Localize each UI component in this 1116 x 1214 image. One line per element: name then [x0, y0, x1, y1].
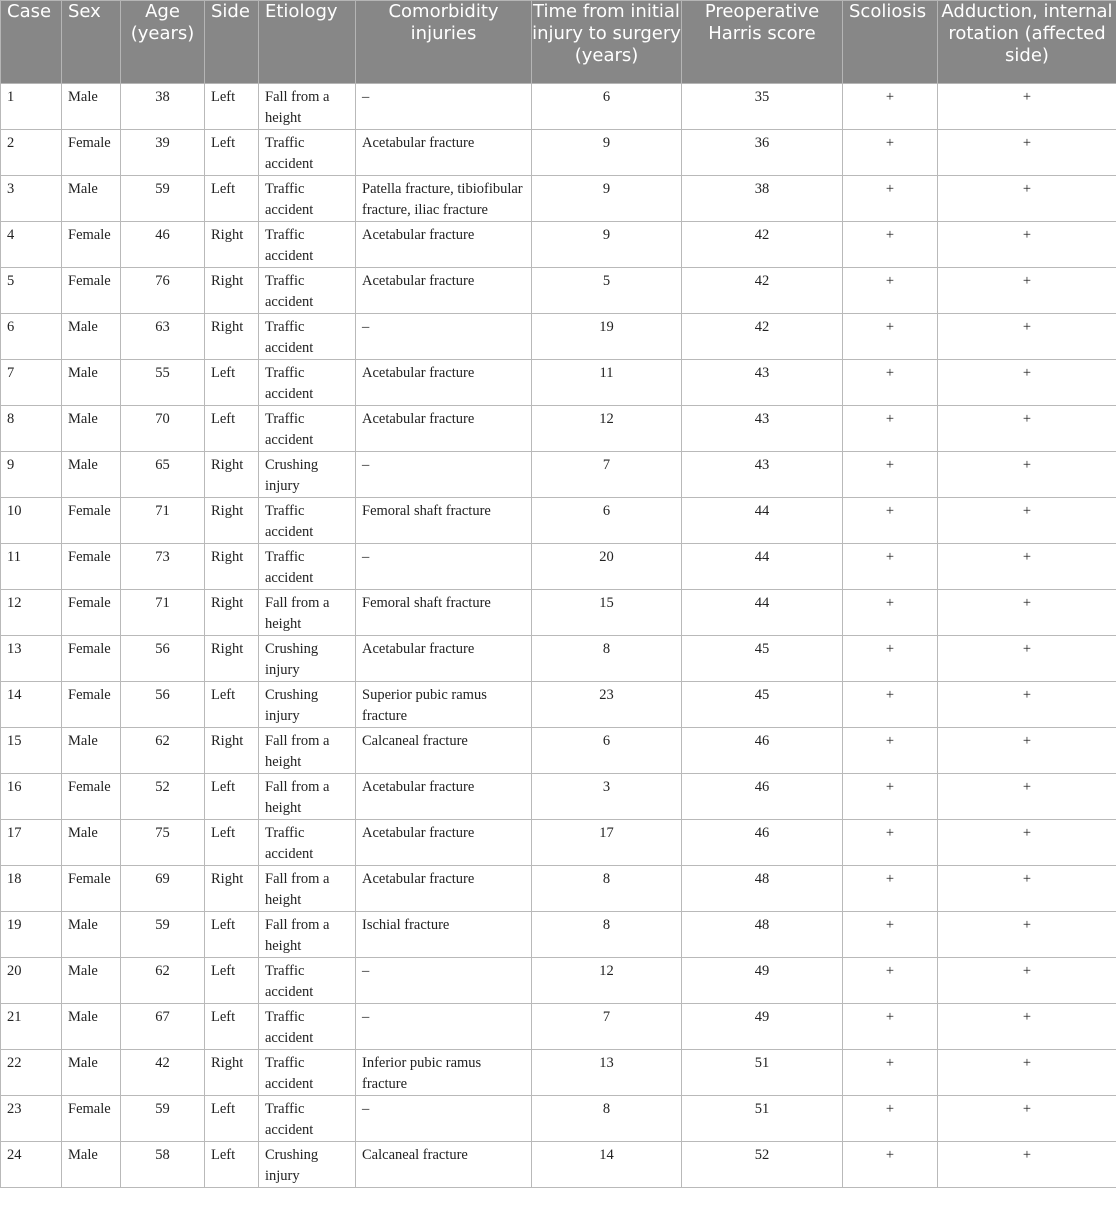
table-row — [1, 222, 1116, 268]
table-row — [1, 912, 1116, 958]
cell-scoliosis: + — [843, 1050, 938, 1096]
cell-time: 9 — [532, 176, 682, 222]
cell-scoliosis: + — [843, 268, 938, 314]
cell-sex: Female — [62, 1096, 121, 1142]
cell-sex: Male — [62, 958, 121, 1004]
cell-comorbidity: – — [356, 452, 532, 498]
cell-side: Right — [205, 314, 259, 360]
cell-case: 4 — [1, 222, 62, 268]
cell-comorbidity: – — [356, 314, 532, 360]
cell-comorbidity: Ischial fracture — [356, 912, 532, 958]
cell-side: Right — [205, 452, 259, 498]
cell-scoliosis: + — [843, 774, 938, 820]
cell-side: Left — [205, 682, 259, 728]
cell-sex: Male — [62, 84, 121, 130]
cell-harris: 42 — [682, 222, 843, 268]
cell-side: Right — [205, 728, 259, 774]
cell-etiology: Traffic accident — [259, 130, 356, 176]
cell-comorbidity: Acetabular fracture — [356, 222, 532, 268]
cell-etiology: Fall from a height — [259, 774, 356, 820]
cell-scoliosis: + — [843, 728, 938, 774]
cell-side: Right — [205, 498, 259, 544]
cell-adduction: + — [938, 1050, 1116, 1096]
cell-sex: Female — [62, 590, 121, 636]
cell-harris: 49 — [682, 1004, 843, 1050]
cell-scoliosis: + — [843, 1142, 938, 1188]
cell-comorbidity: – — [356, 1004, 532, 1050]
cell-age: 56 — [121, 636, 205, 682]
cell-scoliosis: + — [843, 314, 938, 360]
cell-age: 56 — [121, 682, 205, 728]
table-row — [1, 820, 1116, 866]
cell-time: 14 — [532, 1142, 682, 1188]
cell-comorbidity: Calcaneal fracture — [356, 728, 532, 774]
cell-case: 8 — [1, 406, 62, 452]
cell-etiology: Traffic accident — [259, 498, 356, 544]
table-row — [1, 360, 1116, 406]
cell-sex: Male — [62, 1004, 121, 1050]
cell-side: Left — [205, 774, 259, 820]
cell-etiology: Traffic accident — [259, 268, 356, 314]
cell-adduction: + — [938, 84, 1116, 130]
cell-side: Left — [205, 912, 259, 958]
table-row — [1, 452, 1116, 498]
header-scoliosis: Scoliosis — [843, 1, 938, 84]
cell-time: 9 — [532, 222, 682, 268]
cell-time: 13 — [532, 1050, 682, 1096]
cell-scoliosis: + — [843, 590, 938, 636]
header-harris: Preoperative Harris score — [682, 1, 843, 84]
cell-sex: Male — [62, 1142, 121, 1188]
cell-harris: 35 — [682, 84, 843, 130]
cell-time: 11 — [532, 360, 682, 406]
table-row — [1, 682, 1116, 728]
table-body — [1, 84, 1116, 1188]
cell-adduction: + — [938, 820, 1116, 866]
cell-etiology: Crushing injury — [259, 1142, 356, 1188]
cell-scoliosis: + — [843, 544, 938, 590]
cell-harris: 51 — [682, 1096, 843, 1142]
cell-etiology: Fall from a height — [259, 84, 356, 130]
table-row — [1, 84, 1116, 130]
cell-harris: 45 — [682, 682, 843, 728]
cell-side: Left — [205, 958, 259, 1004]
cell-harris: 44 — [682, 544, 843, 590]
cell-harris: 46 — [682, 774, 843, 820]
cell-comorbidity: Acetabular fracture — [356, 820, 532, 866]
cell-adduction: + — [938, 912, 1116, 958]
cell-case: 20 — [1, 958, 62, 1004]
cell-age: 69 — [121, 866, 205, 912]
table-row — [1, 590, 1116, 636]
cell-adduction: + — [938, 728, 1116, 774]
cell-time: 9 — [532, 130, 682, 176]
cell-sex: Female — [62, 544, 121, 590]
table-row — [1, 130, 1116, 176]
cell-comorbidity: Inferior pubic ramus fracture — [356, 1050, 532, 1096]
cell-case: 2 — [1, 130, 62, 176]
cell-side: Left — [205, 1142, 259, 1188]
cell-case: 3 — [1, 176, 62, 222]
cell-age: 42 — [121, 1050, 205, 1096]
cell-adduction: + — [938, 1142, 1116, 1188]
cell-sex: Female — [62, 130, 121, 176]
cell-comorbidity: Acetabular fracture — [356, 360, 532, 406]
cell-age: 59 — [121, 176, 205, 222]
cell-case: 21 — [1, 1004, 62, 1050]
cell-time: 6 — [532, 84, 682, 130]
header-case: Case — [1, 1, 62, 84]
cell-time: 3 — [532, 774, 682, 820]
cell-etiology: Crushing injury — [259, 682, 356, 728]
cell-sex: Female — [62, 774, 121, 820]
table-row — [1, 1142, 1116, 1188]
table-row — [1, 774, 1116, 820]
header-etiology: Etiology — [259, 1, 356, 84]
table-row — [1, 1050, 1116, 1096]
cell-age: 52 — [121, 774, 205, 820]
cell-etiology: Crushing injury — [259, 636, 356, 682]
cell-harris: 43 — [682, 360, 843, 406]
cell-age: 65 — [121, 452, 205, 498]
cell-adduction: + — [938, 130, 1116, 176]
cell-harris: 36 — [682, 130, 843, 176]
cell-comorbidity: Acetabular fracture — [356, 406, 532, 452]
cell-scoliosis: + — [843, 130, 938, 176]
cell-scoliosis: + — [843, 1096, 938, 1142]
cell-age: 63 — [121, 314, 205, 360]
cell-comorbidity: Acetabular fracture — [356, 866, 532, 912]
cell-side: Right — [205, 1050, 259, 1096]
cell-scoliosis: + — [843, 1004, 938, 1050]
cell-time: 20 — [532, 544, 682, 590]
table-row — [1, 544, 1116, 590]
cell-sex: Female — [62, 866, 121, 912]
cell-age: 71 — [121, 590, 205, 636]
cell-harris: 43 — [682, 452, 843, 498]
table-row — [1, 406, 1116, 452]
cell-sex: Female — [62, 268, 121, 314]
header-sex: Sex — [62, 1, 121, 84]
cell-side: Right — [205, 268, 259, 314]
cell-age: 46 — [121, 222, 205, 268]
cell-harris: 48 — [682, 866, 843, 912]
cell-time: 8 — [532, 866, 682, 912]
cell-case: 23 — [1, 1096, 62, 1142]
cell-etiology: Fall from a height — [259, 728, 356, 774]
cell-side: Right — [205, 544, 259, 590]
cell-adduction: + — [938, 452, 1116, 498]
cell-time: 8 — [532, 912, 682, 958]
cell-case: 1 — [1, 84, 62, 130]
cell-etiology: Traffic accident — [259, 1096, 356, 1142]
cell-harris: 42 — [682, 314, 843, 360]
cell-time: 23 — [532, 682, 682, 728]
table-row — [1, 1096, 1116, 1142]
cell-sex: Male — [62, 176, 121, 222]
cell-case: 14 — [1, 682, 62, 728]
cell-etiology: Crushing injury — [259, 452, 356, 498]
cell-adduction: + — [938, 268, 1116, 314]
cell-sex: Female — [62, 636, 121, 682]
cell-harris: 44 — [682, 498, 843, 544]
cell-etiology: Fall from a height — [259, 866, 356, 912]
cell-etiology: Traffic accident — [259, 360, 356, 406]
cell-case: 12 — [1, 590, 62, 636]
cell-comorbidity: – — [356, 544, 532, 590]
cell-side: Left — [205, 820, 259, 866]
cell-time: 19 — [532, 314, 682, 360]
cell-age: 70 — [121, 406, 205, 452]
table-row — [1, 866, 1116, 912]
cell-etiology: Traffic accident — [259, 1004, 356, 1050]
cell-comorbidity: Patella fracture, tibiofibular fracture, iliac fracture — [356, 176, 532, 222]
cell-harris: 44 — [682, 590, 843, 636]
cell-adduction: + — [938, 636, 1116, 682]
cell-time: 6 — [532, 728, 682, 774]
cell-time: 12 — [532, 958, 682, 1004]
cell-sex: Male — [62, 406, 121, 452]
cell-comorbidity: – — [356, 958, 532, 1004]
cell-adduction: + — [938, 314, 1116, 360]
cell-scoliosis: + — [843, 452, 938, 498]
cell-harris: 46 — [682, 728, 843, 774]
cell-scoliosis: + — [843, 958, 938, 1004]
cell-time: 17 — [532, 820, 682, 866]
cell-case: 15 — [1, 728, 62, 774]
cell-harris: 38 — [682, 176, 843, 222]
cell-adduction: + — [938, 866, 1116, 912]
cell-side: Left — [205, 1004, 259, 1050]
cell-age: 75 — [121, 820, 205, 866]
cell-etiology: Fall from a height — [259, 912, 356, 958]
cell-adduction: + — [938, 360, 1116, 406]
cell-time: 8 — [532, 636, 682, 682]
cell-case: 19 — [1, 912, 62, 958]
cell-sex: Male — [62, 728, 121, 774]
table-row — [1, 498, 1116, 544]
cell-age: 73 — [121, 544, 205, 590]
cell-etiology: Fall from a height — [259, 590, 356, 636]
cell-age: 59 — [121, 912, 205, 958]
cell-adduction: + — [938, 176, 1116, 222]
cell-sex: Female — [62, 222, 121, 268]
cell-age: 71 — [121, 498, 205, 544]
cell-sex: Male — [62, 912, 121, 958]
cell-case: 13 — [1, 636, 62, 682]
header-row — [1, 1, 1116, 84]
header-side: Side — [205, 1, 259, 84]
cell-age: 62 — [121, 958, 205, 1004]
cell-sex: Male — [62, 314, 121, 360]
cell-comorbidity: Acetabular fracture — [356, 130, 532, 176]
cell-scoliosis: + — [843, 498, 938, 544]
cell-adduction: + — [938, 498, 1116, 544]
cell-sex: Male — [62, 820, 121, 866]
cell-side: Right — [205, 590, 259, 636]
cell-comorbidity: Femoral shaft fracture — [356, 590, 532, 636]
cell-sex: Female — [62, 498, 121, 544]
cell-time: 12 — [532, 406, 682, 452]
cell-sex: Female — [62, 682, 121, 728]
cell-harris: 51 — [682, 1050, 843, 1096]
cell-etiology: Traffic accident — [259, 176, 356, 222]
cell-time: 15 — [532, 590, 682, 636]
table-row — [1, 176, 1116, 222]
cell-time: 8 — [532, 1096, 682, 1142]
cell-case: 5 — [1, 268, 62, 314]
table-row — [1, 958, 1116, 1004]
cell-scoliosis: + — [843, 360, 938, 406]
cell-side: Right — [205, 222, 259, 268]
cell-scoliosis: + — [843, 222, 938, 268]
cell-scoliosis: + — [843, 912, 938, 958]
cell-age: 58 — [121, 1142, 205, 1188]
cell-harris: 52 — [682, 1142, 843, 1188]
cell-comorbidity: – — [356, 84, 532, 130]
header-time: Time from initial injury to surgery (years) — [532, 1, 682, 84]
cell-case: 9 — [1, 452, 62, 498]
cell-scoliosis: + — [843, 84, 938, 130]
cell-scoliosis: + — [843, 636, 938, 682]
cell-age: 62 — [121, 728, 205, 774]
cell-case: 18 — [1, 866, 62, 912]
cell-age: 67 — [121, 1004, 205, 1050]
cell-harris: 42 — [682, 268, 843, 314]
cell-harris: 49 — [682, 958, 843, 1004]
cell-adduction: + — [938, 958, 1116, 1004]
cell-scoliosis: + — [843, 866, 938, 912]
cell-adduction: + — [938, 682, 1116, 728]
cell-etiology: Traffic accident — [259, 1050, 356, 1096]
cell-adduction: + — [938, 1004, 1116, 1050]
cell-adduction: + — [938, 222, 1116, 268]
cell-side: Left — [205, 360, 259, 406]
cell-comorbidity: Superior pubic ramus fracture — [356, 682, 532, 728]
cell-etiology: Traffic accident — [259, 314, 356, 360]
cell-adduction: + — [938, 590, 1116, 636]
table-row — [1, 1004, 1116, 1050]
cell-case: 22 — [1, 1050, 62, 1096]
cell-side: Left — [205, 1096, 259, 1142]
cell-etiology: Traffic accident — [259, 820, 356, 866]
cell-adduction: + — [938, 406, 1116, 452]
cell-side: Left — [205, 84, 259, 130]
table-row — [1, 314, 1116, 360]
cell-case: 7 — [1, 360, 62, 406]
cell-age: 59 — [121, 1096, 205, 1142]
cell-comorbidity: Acetabular fracture — [356, 774, 532, 820]
header-age: Age (years) — [121, 1, 205, 84]
cell-case: 24 — [1, 1142, 62, 1188]
cell-case: 10 — [1, 498, 62, 544]
cell-time: 7 — [532, 1004, 682, 1050]
cell-comorbidity: – — [356, 1096, 532, 1142]
cell-case: 6 — [1, 314, 62, 360]
table-row — [1, 636, 1116, 682]
cell-etiology: Traffic accident — [259, 222, 356, 268]
cell-sex: Male — [62, 1050, 121, 1096]
cell-harris: 43 — [682, 406, 843, 452]
cell-harris: 48 — [682, 912, 843, 958]
cell-side: Left — [205, 176, 259, 222]
cell-adduction: + — [938, 1096, 1116, 1142]
cell-age: 76 — [121, 268, 205, 314]
cell-age: 55 — [121, 360, 205, 406]
cell-comorbidity: Calcaneal fracture — [356, 1142, 532, 1188]
cell-scoliosis: + — [843, 406, 938, 452]
cell-case: 11 — [1, 544, 62, 590]
cell-time: 5 — [532, 268, 682, 314]
cell-sex: Male — [62, 452, 121, 498]
cell-age: 39 — [121, 130, 205, 176]
cell-harris: 46 — [682, 820, 843, 866]
table-row — [1, 268, 1116, 314]
cell-etiology: Traffic accident — [259, 544, 356, 590]
cell-age: 38 — [121, 84, 205, 130]
header-adduction: Adduction, internal rotation (affected side) — [938, 1, 1116, 84]
cell-side: Right — [205, 866, 259, 912]
cell-scoliosis: + — [843, 682, 938, 728]
cell-side: Left — [205, 130, 259, 176]
cell-comorbidity: Femoral shaft fracture — [356, 498, 532, 544]
cell-side: Left — [205, 406, 259, 452]
table-row — [1, 728, 1116, 774]
cell-etiology: Traffic accident — [259, 958, 356, 1004]
cell-etiology: Traffic accident — [259, 406, 356, 452]
cell-time: 6 — [532, 498, 682, 544]
cell-adduction: + — [938, 774, 1116, 820]
cell-time: 7 — [532, 452, 682, 498]
cell-comorbidity: Acetabular fracture — [356, 636, 532, 682]
cell-comorbidity: Acetabular fracture — [356, 268, 532, 314]
cell-case: 16 — [1, 774, 62, 820]
cell-sex: Male — [62, 360, 121, 406]
cell-case: 17 — [1, 820, 62, 866]
header-comorbidity: Comorbidity injuries — [356, 1, 532, 84]
cell-side: Right — [205, 636, 259, 682]
cell-scoliosis: + — [843, 176, 938, 222]
cell-adduction: + — [938, 544, 1116, 590]
cell-scoliosis: + — [843, 820, 938, 866]
cell-harris: 45 — [682, 636, 843, 682]
